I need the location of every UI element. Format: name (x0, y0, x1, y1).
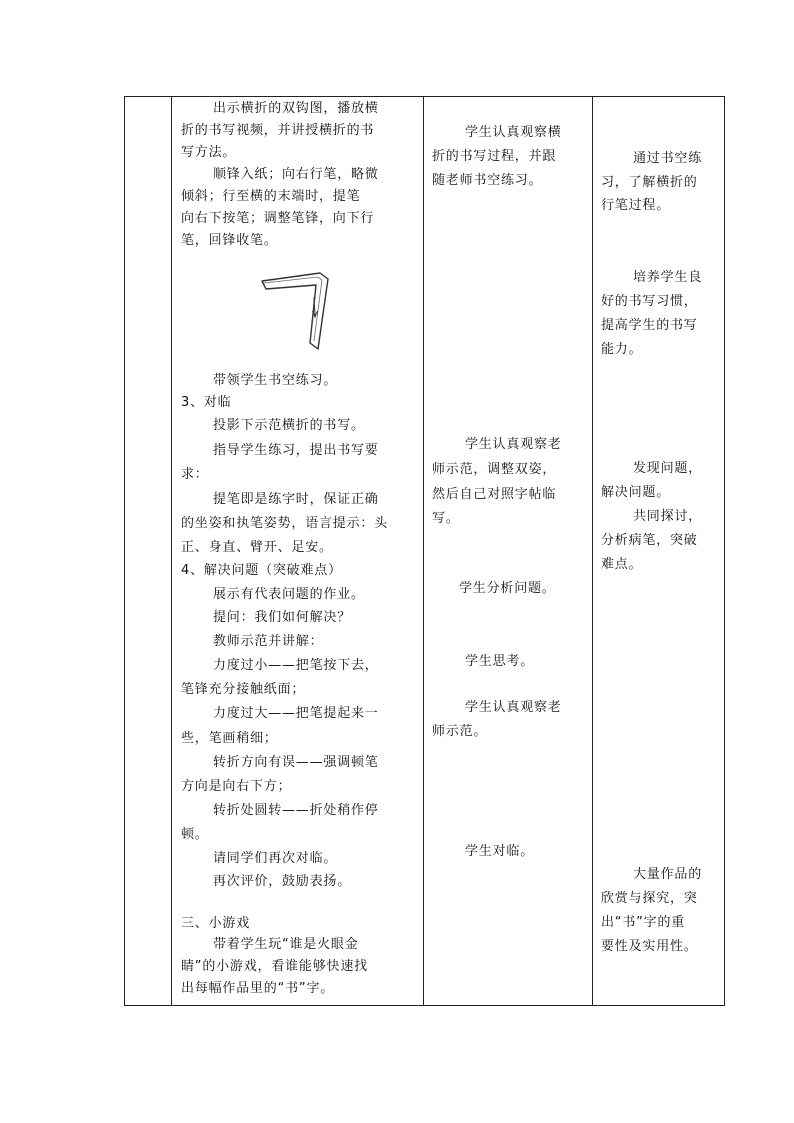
text-line: 睛”的小游戏，看谁能够快速找 (181, 959, 368, 974)
text-line: 欣赏与探究，突 (601, 891, 698, 906)
text-line: 提高学生的书写 (601, 318, 698, 333)
text-line: 折的书写视频，并讲授横折的书 (181, 123, 375, 138)
text-line: 折的书写过程，并跟 (432, 149, 557, 164)
text-line: 共同探讨， (633, 509, 703, 524)
text-line: 出“书”字的重 (601, 915, 686, 930)
text-line: 带领学生书空练习。 (213, 373, 338, 388)
text-line: 教师示范并讲解： (213, 634, 324, 649)
text-line: 转折处圆转——折处稍作停 (213, 803, 379, 818)
text-line: 展示有代表问题的作业。 (213, 587, 365, 602)
text-line: 三、小游戏 (181, 916, 251, 931)
text-line: 出每幅作品里的“书”字。 (181, 981, 335, 996)
text-line: 力度过小——把笔按下去， (213, 658, 379, 673)
text-line: 分析病笔，突破 (601, 533, 698, 548)
column-divider (171, 97, 172, 1005)
text-line: 正、身直、臂开、足安。 (181, 540, 333, 555)
text-line: 好的书写习惯， (601, 294, 698, 309)
text-line: 师示范。 (432, 724, 488, 739)
text-line: 请同学们再次对临。 (213, 851, 338, 866)
text-line: 指导学生练习，提出书写要 (213, 443, 379, 458)
text-line: 学生认真观察老 (465, 700, 562, 715)
text-line: 些，笔画稍细； (181, 731, 278, 746)
text-line: 提笔即是练字时，保证正确 (213, 492, 379, 507)
text-line: 转折方向有误——强调顿笔 (213, 755, 379, 770)
text-line: 学生对临。 (465, 844, 535, 859)
text-line: 学生认真观察老 (465, 437, 562, 452)
text-line: 倾斜；行至横的末端时，提笔 (181, 189, 361, 204)
text-line: 方向是向右下方； (181, 779, 292, 794)
text-line: 培养学生良 (633, 270, 703, 285)
text-line: 提问：我们如何解决？ (213, 610, 352, 625)
text-line: 顺锋入纸；向右行笔，略微 (213, 167, 379, 182)
text-line: 然后自己对照字帖临 (432, 487, 557, 502)
text-line: 力度过大——把笔提起来一 (213, 706, 379, 721)
text-line: 写方法。 (181, 145, 237, 160)
text-line: 师示范，调整双姿， (432, 462, 557, 477)
text-line: 投影下示范横折的书写。 (213, 418, 365, 433)
text-line: 通过书空练 (633, 151, 703, 166)
text-line: 求： (181, 467, 209, 482)
text-line: 笔锋充分接触纸面； (181, 682, 306, 697)
text-line: 顿。 (181, 827, 209, 842)
text-line: 要性及实用性。 (601, 939, 698, 954)
heng-zhe-stroke-outline-icon (260, 271, 332, 351)
text-line: 的坐姿和执笔姿势，语言提示：头 (181, 516, 389, 531)
text-line: 能力。 (601, 342, 643, 357)
text-line: 学生认真观察横 (465, 125, 562, 140)
column-divider (423, 97, 424, 1005)
text-line: 笔，回锋收笔。 (181, 233, 278, 248)
text-line: 习，了解横折的 (601, 175, 698, 190)
text-line: 写。 (432, 511, 460, 526)
text-line: 难点。 (601, 557, 643, 572)
text-line: 行笔过程。 (601, 198, 671, 213)
text-line: 大量作品的 (633, 867, 703, 882)
text-line: 3、对临 (181, 395, 232, 410)
text-line: 随老师书空练习。 (432, 173, 543, 188)
text-line: 学生分析问题。 (459, 581, 556, 596)
text-line: 发现问题， (633, 461, 703, 476)
lesson-plan-table (124, 96, 725, 1006)
text-line: 学生思考。 (465, 654, 535, 669)
text-line: 再次评价，鼓励表扬。 (213, 874, 352, 889)
text-line: 4、解决问题（突破难点） (181, 563, 342, 578)
text-line: 向右下按笔；调整笔锋，向下行 (181, 211, 375, 226)
text-line: 解决问题。 (601, 485, 671, 500)
text-line: 出示横折的双钩图，播放横 (213, 101, 379, 116)
text-line: 带着学生玩“谁是火眼金 (213, 937, 359, 952)
column-divider (592, 97, 593, 1005)
